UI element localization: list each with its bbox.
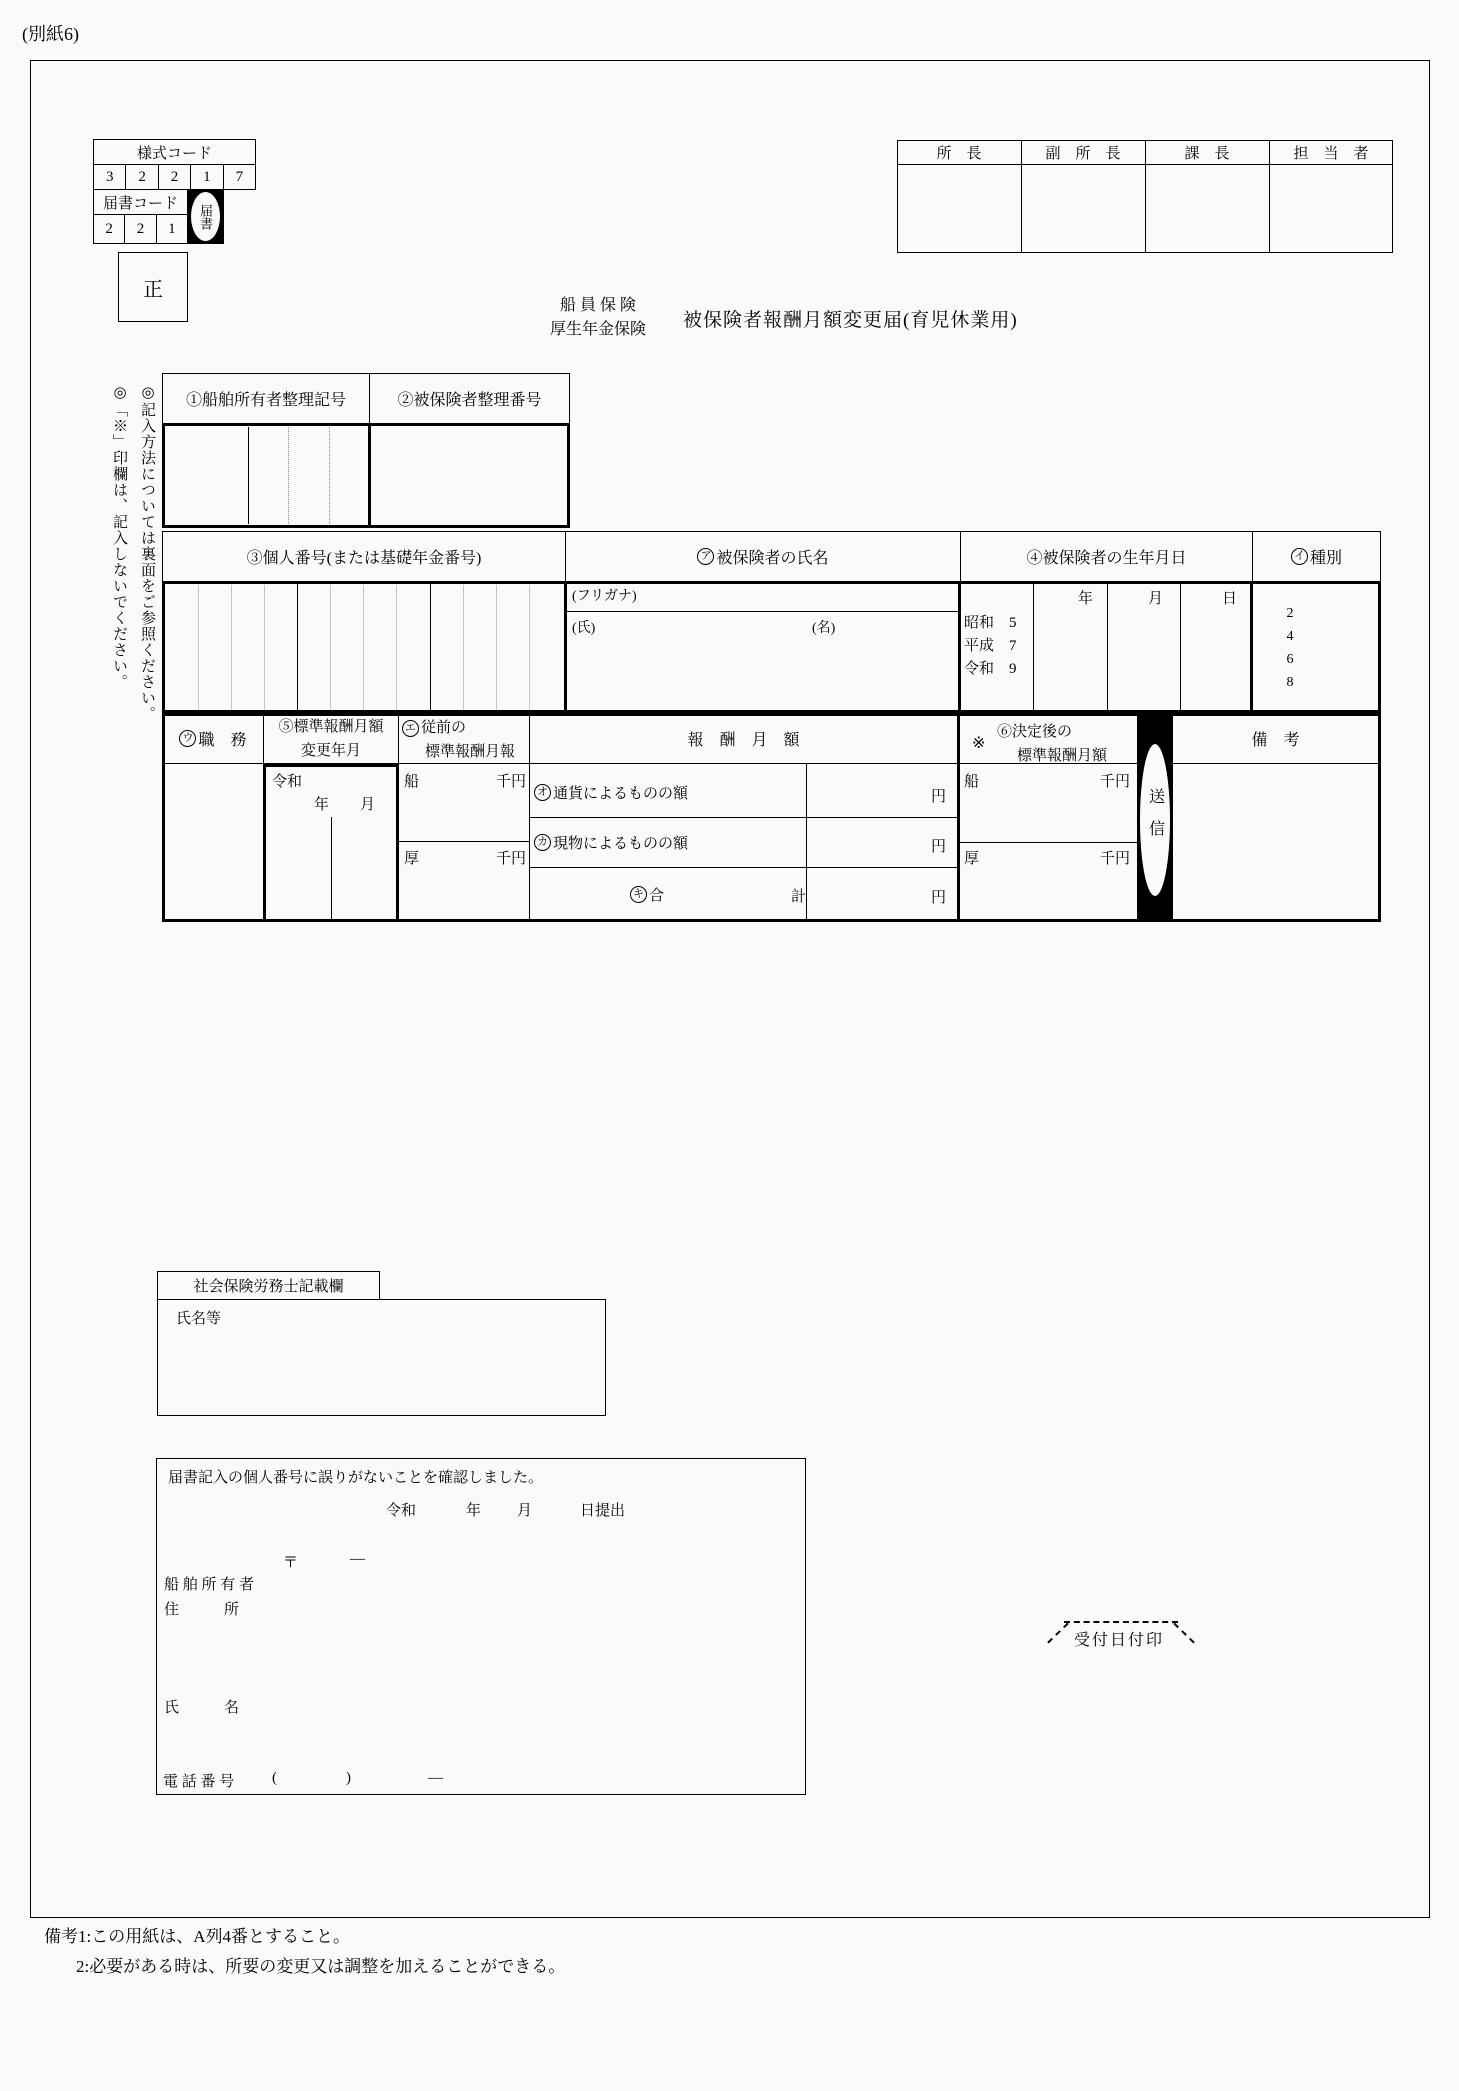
birth-divider xyxy=(1033,584,1034,710)
send-badge xyxy=(1137,713,1173,922)
notice-digit-cell: 2 xyxy=(105,220,113,237)
remuneration-header: 報 酬 月 額 xyxy=(687,732,800,749)
first-name-input[interactable] xyxy=(845,614,957,710)
era-selector[interactable] xyxy=(964,612,1017,681)
type-option[interactable]: 6 xyxy=(1286,652,1294,667)
title-insurance xyxy=(527,294,669,342)
submit-month-input[interactable] xyxy=(487,1495,515,1519)
duty-header-label: 職 務 xyxy=(198,732,247,749)
total-label-left: 合 xyxy=(649,888,665,904)
personal-number-input[interactable] xyxy=(165,584,562,710)
remarks-input[interactable] xyxy=(1176,766,1376,918)
owner-name-input[interactable] xyxy=(290,1680,780,1730)
change-month-divider xyxy=(331,817,332,919)
type-selector[interactable] xyxy=(1280,602,1300,694)
notice-badge-label: 届書 xyxy=(198,203,213,230)
decided-welfare-unit: 千円 xyxy=(1100,851,1131,867)
currency-amount-text: 通貨によるものの額 xyxy=(553,786,689,802)
remuneration-row-divider xyxy=(530,817,957,818)
insured-name-header xyxy=(565,531,961,582)
circled-a-icon: ア xyxy=(697,548,714,565)
previous-ship-label: 船 xyxy=(404,774,420,790)
notice-code-digits xyxy=(93,214,188,244)
phone-dash: — xyxy=(428,1770,443,1786)
owner-name-label: 氏 名 xyxy=(164,1700,240,1716)
footer-note-1: 備考1:この用紙は、A列4番とすること。 xyxy=(44,1927,350,1946)
format-digit-cell: 3 xyxy=(105,168,114,185)
submit-year-label: 年 xyxy=(466,1503,482,1519)
insured-number-input[interactable] xyxy=(372,426,567,525)
labor-consultant-tab: 社会保険労務士記載欄 xyxy=(157,1271,380,1300)
page-title: 被保険者報酬月額変更届(育児休業用) xyxy=(683,310,1018,331)
type-option[interactable]: 2 xyxy=(1286,606,1294,621)
send-badge-oval xyxy=(1140,744,1170,896)
birth-day-input[interactable] xyxy=(1183,605,1248,710)
decided-header-line1: ⑥決定後の xyxy=(997,724,1073,740)
last-name-input[interactable] xyxy=(610,614,805,710)
remarks-header-line xyxy=(1173,763,1378,764)
format-digit-cell: 2 xyxy=(158,165,190,189)
birth-year-input[interactable] xyxy=(1036,605,1106,710)
previous-cell-divider xyxy=(399,841,529,842)
birth-date-header: ④被保険者の生年月日 xyxy=(960,531,1253,582)
previous-welfare-label: 厚 xyxy=(404,851,420,867)
notice-badge xyxy=(187,189,224,244)
row2-thick-divider xyxy=(958,581,961,713)
currency-amount-label xyxy=(534,782,688,803)
inkind-yen-label: 円 xyxy=(931,839,947,855)
era-option-showa[interactable]: 昭和 5 xyxy=(964,615,1017,631)
total-yen-label: 円 xyxy=(931,890,947,906)
footer-note-2: 2:必要がある時は、所要の変更又は調整を加えることができる。 xyxy=(76,1957,566,1976)
side-note-mark: ◎「※」印欄は、記入しないでください。 xyxy=(111,383,127,690)
type-header-label: 種別 xyxy=(1309,550,1342,567)
duty-input[interactable] xyxy=(166,766,261,918)
decided-welfare-label: 厚 xyxy=(964,851,980,867)
inkind-amount-text: 現物によるものの額 xyxy=(553,836,689,852)
row3-thick-divider xyxy=(957,713,960,922)
postal-code-input[interactable] xyxy=(303,1548,463,1570)
previous-header-line2: 標準報酬月報 xyxy=(425,744,516,760)
owner-label: 船 舶 所 有 者 xyxy=(164,1577,255,1593)
era-option-reiwa[interactable]: 令和 9 xyxy=(964,661,1017,677)
attachment-label: (別紙6) xyxy=(22,24,79,44)
approval-cell-director[interactable] xyxy=(897,165,1021,253)
format-digit-cell: 2 xyxy=(125,165,157,189)
owner-code-header: ①船舶所有者整理記号 xyxy=(162,373,370,424)
phone-number2-input[interactable] xyxy=(440,1766,530,1790)
postal-dash: — xyxy=(350,1551,365,1567)
submit-month-label: 月 xyxy=(517,1503,533,1519)
previous-amount-header xyxy=(402,716,515,764)
circled-i-icon: イ xyxy=(1291,548,1308,565)
owner-address-input[interactable] xyxy=(290,1575,780,1635)
inkind-amount-input[interactable] xyxy=(810,820,928,864)
total-amount-label xyxy=(630,884,664,905)
phone-area-input[interactable] xyxy=(282,1766,344,1790)
circled-o-icon: オ xyxy=(534,784,551,801)
approval-cell-deputy[interactable] xyxy=(1021,165,1145,253)
currency-yen-label: 円 xyxy=(931,789,947,805)
last-name-label: (氏) xyxy=(572,621,596,636)
circled-ki-icon: キ xyxy=(630,886,647,903)
phone-paren-close: ) xyxy=(346,1770,351,1786)
insured-number-header: ②被保険者整理番号 xyxy=(369,373,570,424)
change-reiwa-label: 令和 xyxy=(272,774,303,790)
approval-col-director: 所 長 xyxy=(936,145,982,162)
insured-name-header-label: 被保険者の氏名 xyxy=(716,550,829,567)
previous-welfare-input[interactable] xyxy=(420,844,494,916)
owner-code-input[interactable] xyxy=(165,426,366,525)
previous-ship-input[interactable] xyxy=(420,766,494,838)
change-month-header-line1: ⑤標準報酬月額 xyxy=(278,719,384,735)
row2-thick-divider xyxy=(1250,581,1253,713)
decided-ship-unit: 千円 xyxy=(1100,774,1131,790)
type-option[interactable]: 8 xyxy=(1286,675,1294,690)
birth-divider xyxy=(1107,584,1108,710)
birth-divider xyxy=(1180,584,1181,710)
change-month-header-line2: 変更年月 xyxy=(300,743,361,759)
correct-box: 正 xyxy=(118,252,188,322)
circled-ka-icon: カ xyxy=(534,834,551,851)
postal-mark: 〒 xyxy=(283,1555,299,1571)
send-badge-label: 送信 xyxy=(1146,788,1164,852)
duty-header xyxy=(163,714,263,763)
phone-paren-open: ( xyxy=(272,1770,277,1786)
amount-column-divider xyxy=(806,764,807,919)
furigana-underline xyxy=(567,611,958,612)
notice-digit-cell: 1 xyxy=(156,215,187,243)
circled-u-icon: ウ xyxy=(179,730,196,747)
era-option-heisei[interactable]: 平成 7 xyxy=(964,638,1017,654)
title-insurance-line2: 厚生年金保険 xyxy=(549,321,646,338)
notice-code-header: 届書コード xyxy=(93,189,188,215)
notice-badge-oval xyxy=(191,192,220,241)
side-note-method: ◎記入方法については裏面をご参照ください。 xyxy=(139,383,155,722)
total-amount-input[interactable] xyxy=(810,870,928,916)
phone-number-input[interactable] xyxy=(358,1766,426,1790)
owner-address-label xyxy=(164,1573,254,1623)
personal-number-header: ③個人番号(または基礎年金番号) xyxy=(162,531,566,582)
birth-year-label: 年 xyxy=(1078,591,1094,607)
furigana-label: (フリガナ) xyxy=(572,589,637,604)
labor-consultant-box[interactable] xyxy=(157,1299,606,1416)
labor-consultant-name-label: 氏名等 xyxy=(176,1311,222,1327)
first-name-label: (名) xyxy=(812,621,836,636)
circled-e-icon: エ xyxy=(402,720,419,737)
notice-digit-cell: 2 xyxy=(124,215,155,243)
receipt-stamp-label: 受付日付印 xyxy=(1074,1632,1165,1649)
previous-ship-unit: 千円 xyxy=(496,774,527,790)
birth-month-label: 月 xyxy=(1148,591,1164,607)
change-year-label: 年 xyxy=(314,797,330,813)
stamp-top-line xyxy=(1064,1621,1178,1623)
row3-divider xyxy=(398,716,399,764)
previous-header-line1 xyxy=(402,716,515,740)
approval-col-staff: 担 当 者 xyxy=(1293,145,1369,162)
approval-col-deputy: 副 所 長 xyxy=(1045,145,1121,162)
type-header xyxy=(1252,531,1381,582)
remuneration-row-divider xyxy=(530,867,957,868)
address-label: 住 所 xyxy=(164,1602,240,1618)
decided-ship-label: 船 xyxy=(964,774,980,790)
birth-month-input[interactable] xyxy=(1110,605,1178,710)
submit-day-label: 日提出 xyxy=(580,1503,626,1519)
format-digit-cell: 7 xyxy=(223,165,255,189)
office-use-mark: ※ xyxy=(972,735,986,752)
currency-amount-input[interactable] xyxy=(810,766,928,815)
submit-era-label: 令和 xyxy=(386,1503,417,1519)
title-insurance-line1: 船 員 保 険 xyxy=(559,297,636,314)
total-label-right: 計 xyxy=(791,889,807,905)
submit-day-input[interactable] xyxy=(548,1495,578,1519)
row2-thick-divider xyxy=(564,581,567,713)
change-month-label: 月 xyxy=(360,797,376,813)
type-option[interactable]: 4 xyxy=(1286,629,1294,644)
remarks-header: 備 考 xyxy=(1251,732,1300,749)
decided-header-line2: 標準報酬月額 xyxy=(1017,748,1108,764)
decided-cell-divider xyxy=(960,842,1137,843)
format-code-header: 様式コード xyxy=(93,139,256,165)
row1-thick-divider xyxy=(368,423,371,528)
inkind-amount-label xyxy=(534,832,688,853)
submit-year-input[interactable] xyxy=(420,1495,464,1519)
previous-header-label1: 従前の xyxy=(421,720,467,736)
approval-col-section: 課 長 xyxy=(1184,145,1230,162)
approval-cell-staff[interactable] xyxy=(1269,165,1393,253)
change-month-header xyxy=(264,715,398,763)
birth-day-label: 日 xyxy=(1222,591,1238,607)
previous-welfare-unit: 千円 xyxy=(496,851,527,867)
furigana-input[interactable] xyxy=(640,583,958,610)
phone-label: 電 話 番 号 xyxy=(163,1774,235,1790)
declaration-confirm-text: 届書記入の個人番号に誤りがないことを確認しました。 xyxy=(168,1470,544,1486)
format-code-digits xyxy=(93,164,256,190)
format-digit-cell: 1 xyxy=(190,165,222,189)
decided-amount-header xyxy=(997,720,1107,768)
approval-cell-section[interactable] xyxy=(1145,165,1269,253)
